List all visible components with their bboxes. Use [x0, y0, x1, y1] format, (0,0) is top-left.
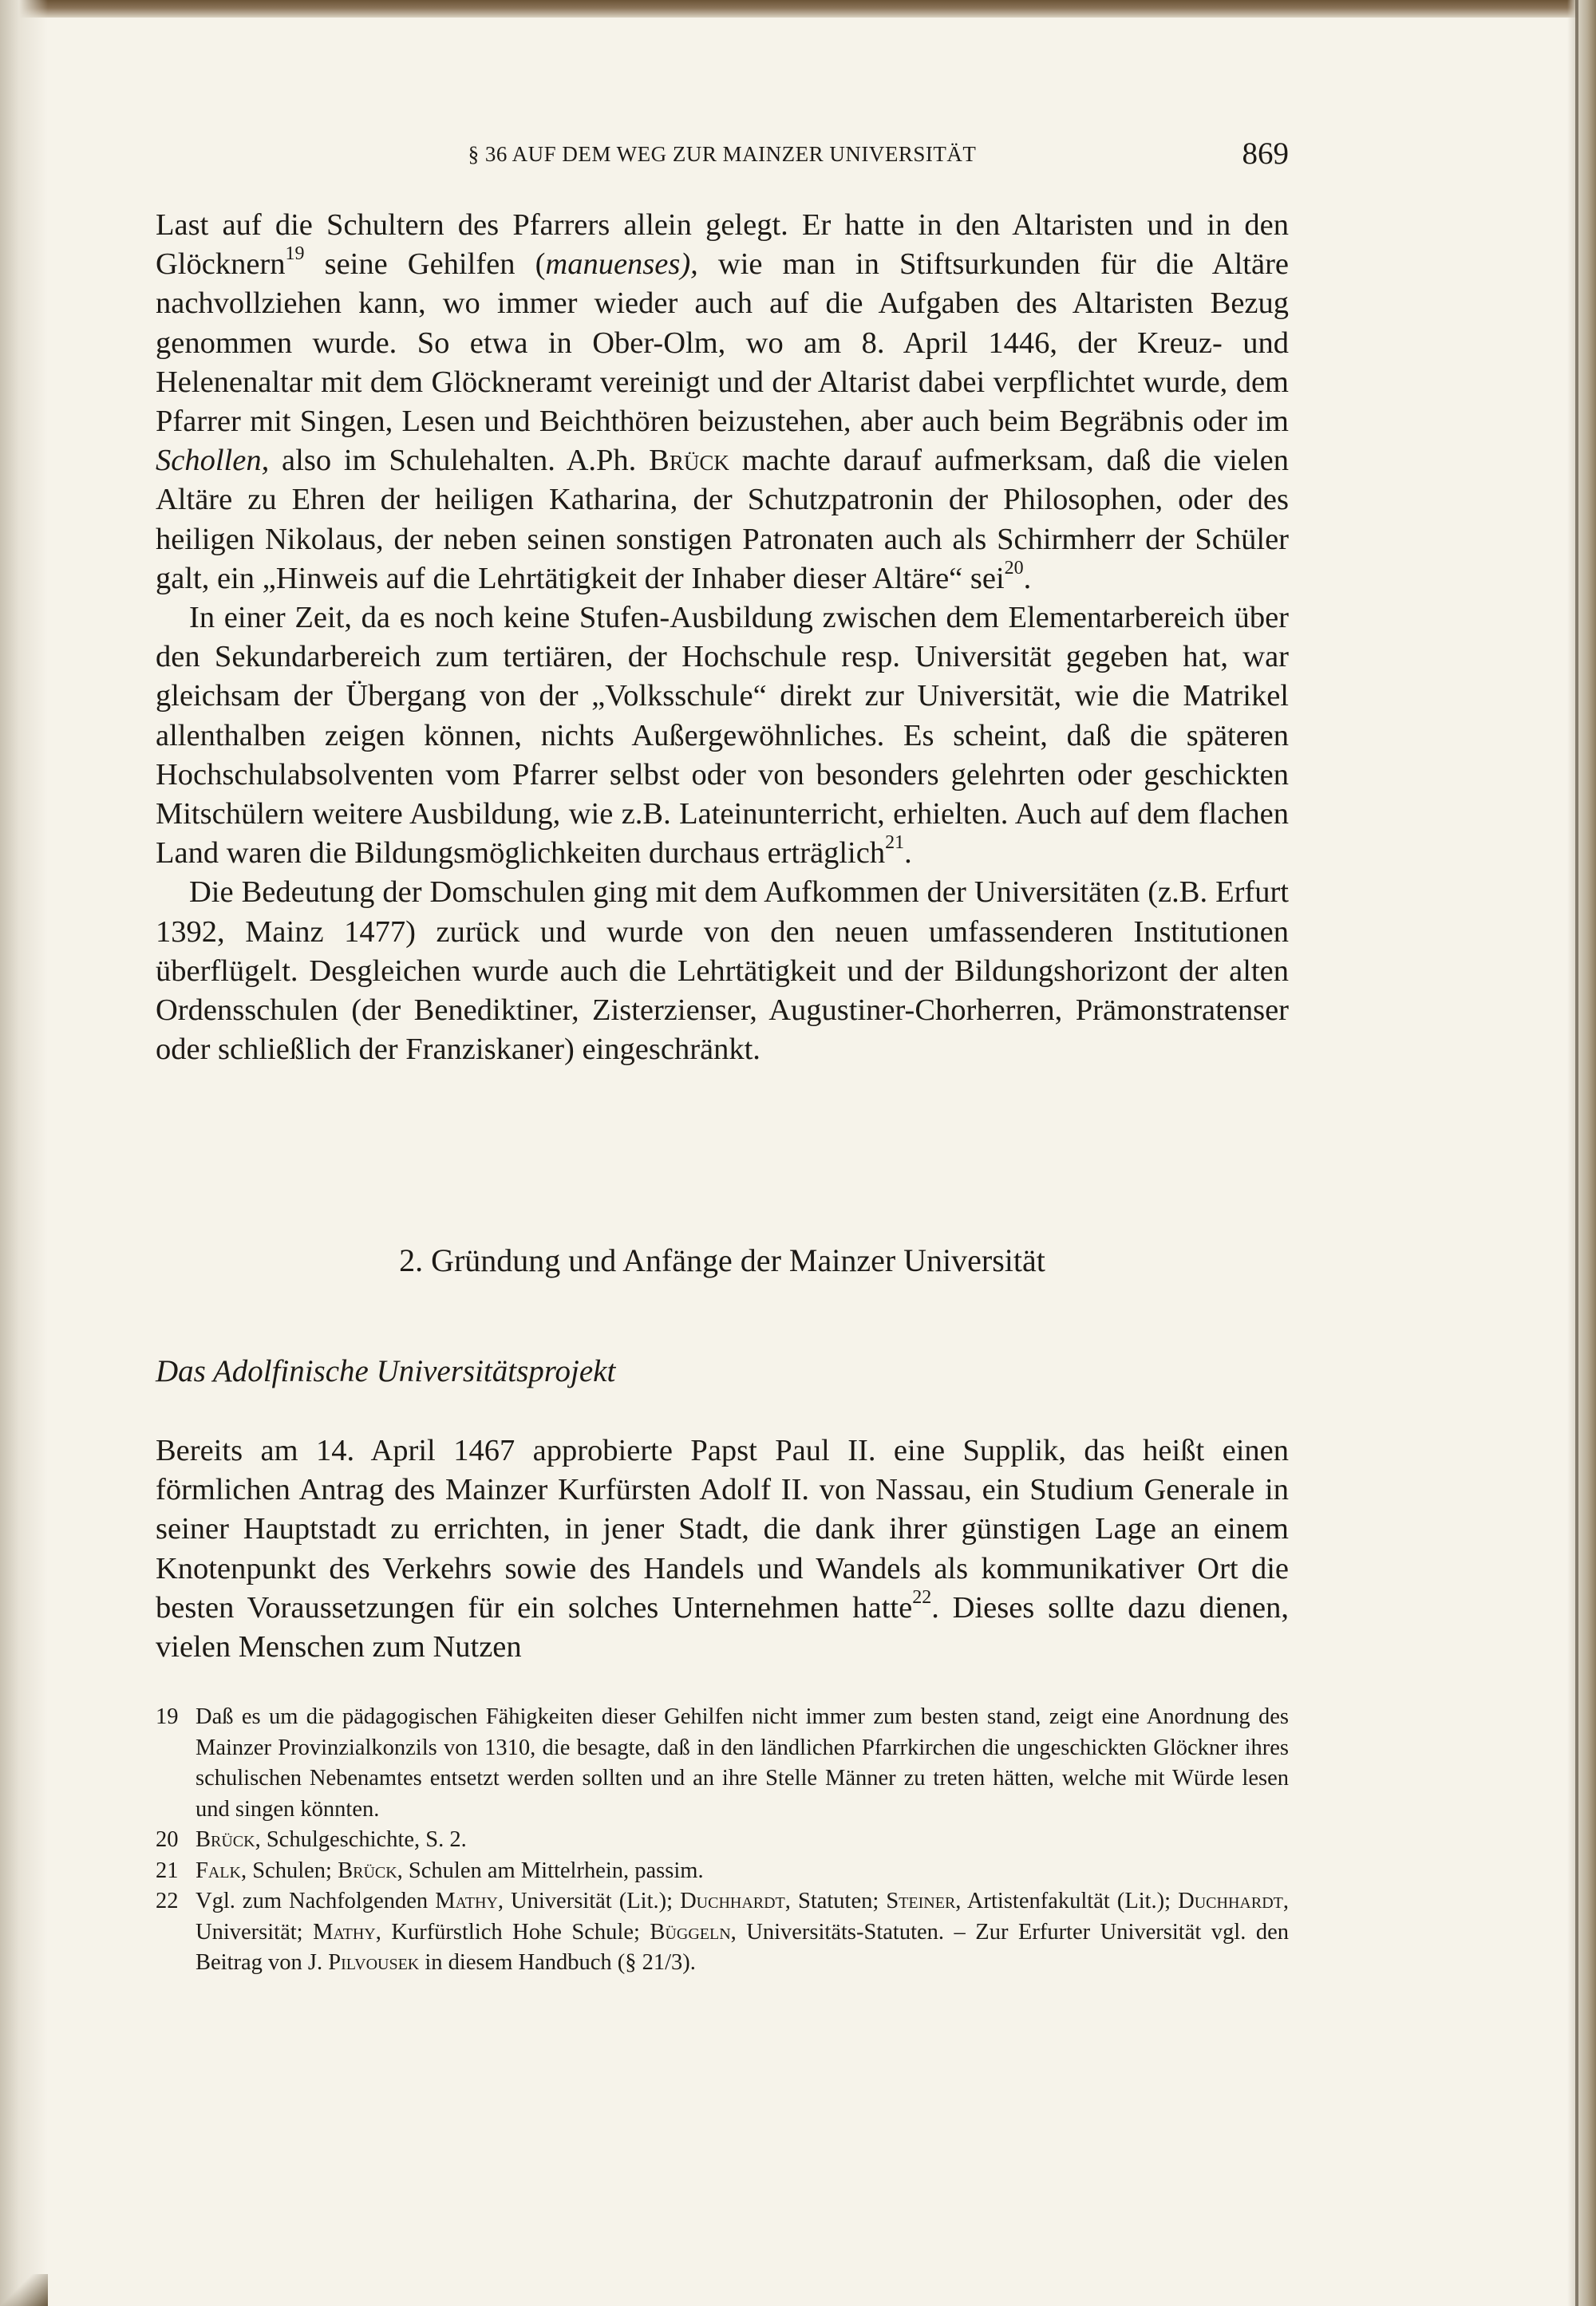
footnote-19: 19 Daß es um die pädagogischen Fähigkeiten dieser Gehilfen nicht immer zum besten stand, zeigt eine Anordnung des Mainzer Provinzialkonzils von 1310, die besagte, daß in den ländlichen Pfarrkirchen die ungeschickten Glöckner ihres schulischen Nebenamtes entsetzt werden sollten und an ihre Stelle Männer zu treten hätten, welche mit Würde lesen und singen könnten. [156, 1702, 1289, 1825]
running-header-title: § 36 AUF DEM WEG ZUR MAINZER UNIVERSITÄT [468, 142, 977, 166]
footnote-number: 20 [156, 1827, 179, 1852]
running-header [156, 136, 1289, 176]
section-heading: 2. Gründung und Anfänge der Mainzer Universität [399, 1242, 1045, 1278]
subsection-heading: Das Adolfinische Universitätsprojekt [156, 1354, 616, 1388]
paragraph-1: Last auf die Schultern des Pfarrers allein gelegt. Er hatte in den Altaristen und in den Glöcknern$^{19}$ seine Gehilfen (manuenses), wie man in Stiftsurkunden für die Altäre nachvollziehen kann, wo immer wieder auch auf die Aufgaben des Altaristen Bezug genommen wurde. So etwa in Ober-Olm, wo am 8. April 1446, der Kreuz- und Helenenaltar mit dem Glöckneramt vereinigt und der Altarist dabei verpflichtet wurde, dem Pfarrer mit Singen, Lesen und Beichthören beizustehen, aber auch beim Begräbnis oder im Schollen, also im Schulehalten. A.Ph. Brück machte darauf aufmerksam, daß die vielen Altäre zu Ehren der heiligen Katharina, der Schutzpatronin der Philosophen, oder des heiligen Nikolaus, der neben seinen sonstigen Patronaten auch als Schirmherr der Schüler galt, ein „Hinweis auf die Lehrtätigkeit der Inhaber dieser Altäre“ sei$^{20}$. [156, 208, 1289, 595]
paragraph-4: Bereits am 14. April 1467 approbierte Papst Paul II. eine Supplik, das heißt einen förmlichen Antrag des Mainzer Kurfürsten Adolf II. von Nassau, ein Studium Generale in seiner Hauptstadt zu errichten, in jener Stadt, die dank ihrer günstigen Lage an einem Knotenpunkt des Verkehrs sowie des Handels und Wandels als kommunikativer Ort die besten Voraussetzungen für ein solches Unternehmen hatte$^{22}$. Dieses sollte dazu dienen, vielen Menschen zum Nutzen [156, 1434, 1289, 1664]
footnote-ref-22[interactable]: 22 [912, 1586, 932, 1608]
paragraph-2: In einer Zeit, da es noch keine Stufen-Ausbildung zwischen dem Elementarbereich über den Sekundarbereich zum tertiären, der Hochschule resp. Universität gegeben hat, war gleichsam der Übergang von der „Volksschule“ direkt zur Universität, wie die Matrikel allenthalben zeigen können, nichts Außergewöhnliches. Es scheint, daß die späteren Hochschulabsolventen vom Pfarrer selbst oder von besonders gelehrten oder geschickten Mitschülern weitere Ausbildung, wie z.B. Lateinunterricht, erhielten. Auch auf dem flachen Land waren die Bildungsmöglichkeiten durchaus erträglich$^{21}$. [156, 601, 1289, 871]
scan-corner-shadow [0, 2274, 48, 2306]
footnotes [156, 1702, 1289, 1979]
footnote-ref-21[interactable]: 21 [885, 832, 905, 854]
author-name: Brück [649, 444, 729, 478]
page-right-edge [1567, 0, 1596, 2306]
footnote-number: 21 [156, 1858, 179, 1883]
paragraph-3: Die Bedeutung der Domschulen ging mit dem Aufkommen der Universitäten (z.B. Erfurt 1392, Mainz 1477) zurück und wurde von den neuen umfassenderen Institutionen überflügelt. Desgleichen wurde auch die Lehrtätigkeit und der Bildungshorizont der alten Ordensschulen (der Benediktiner, Zisterzienser, Augustiner-Chorherren, Prämonstratenser oder schließlich der Franziskaner) eingeschränkt. [156, 875, 1289, 1067]
footnote-20: 20 Brück, Schulgeschichte, S. 2. [156, 1825, 1289, 1856]
footnote-ref-20[interactable]: 20 [1004, 557, 1024, 578]
footnote-number: 19 [156, 1704, 179, 1729]
scan-top-edge [0, 0, 1596, 18]
footnote-22: 22 Vgl. zum Nachfolgenden Mathy, Universität (Lit.); Duchhardt, Statuten; Steiner, Artistenfakultät (Lit.); Duchhardt, Universität; Mathy, Kurfürstlich Hohe Schule; Büggeln, Universitäts-Statuten. – Zur Erfurter Universität vgl. den Beitrag von J. Pilvousek in diesem Handbuch (§ 21/3). [156, 1886, 1289, 1979]
page-edge-line [1575, 0, 1578, 2306]
footnote-ref-19[interactable]: 19 [285, 243, 305, 265]
footnote-21: 21 Falk, Schulen; Brück, Schulen am Mittelrhein, passim. [156, 1856, 1289, 1887]
body-text-lower [156, 1431, 1289, 1667]
page-number: 869 [1242, 136, 1289, 171]
binding-shadow [0, 0, 48, 2306]
footnote-number: 22 [156, 1889, 179, 1913]
body-text-upper [156, 206, 1289, 1069]
